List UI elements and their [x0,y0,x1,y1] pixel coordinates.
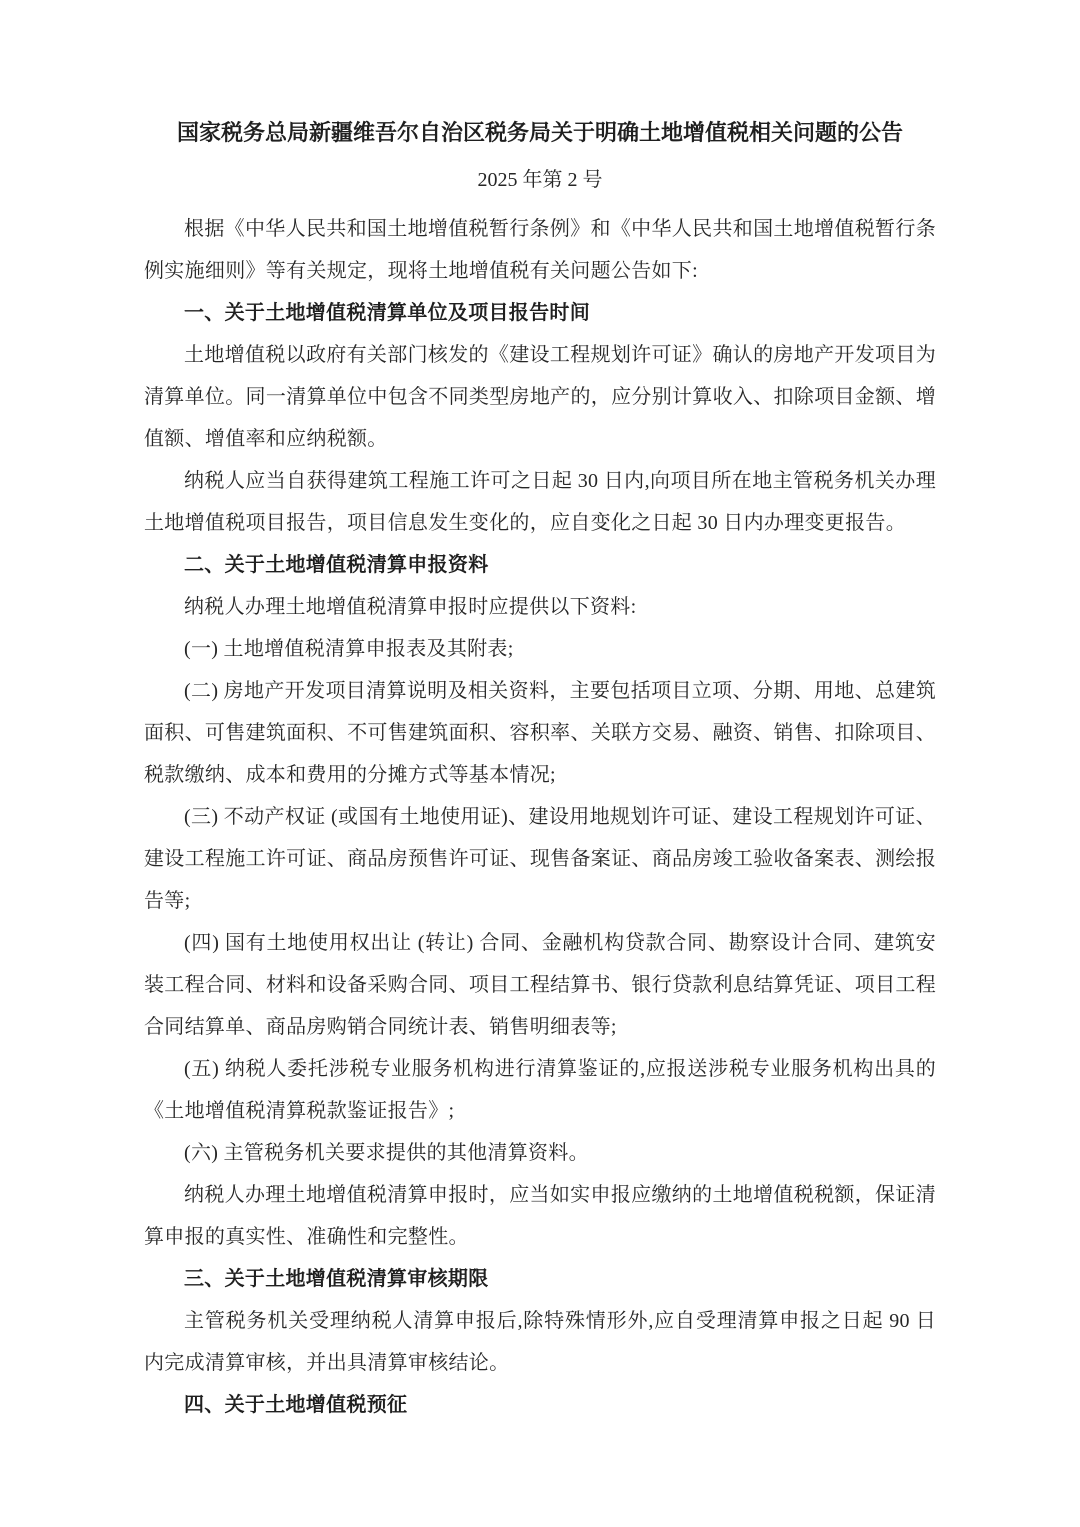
paragraph-intro: 根据《中华人民共和国土地增值税暂行条例》和《中华人民共和国土地增值税暂行条例实施细则》等有关规定，现将土地增值税有关问题公告如下: [144,218,936,282]
document-body [144,208,936,1426]
paragraph-liquidation-unit: 土地增值税以政府有关部门核发的《建设工程规划许可证》确认的房地产开发项目为清算单位。同一清算单位中包含不同类型房地产的，应分别计算收入、扣除项目金额、增值额、增值率和应纳税额。 [144,344,936,450]
paragraph-item-6: (六) 主管税务机关要求提供的其他清算资料。 [184,1142,589,1164]
paragraph-truthful-filing: 纳税人办理土地增值税清算申报时，应当如实申报应缴纳的土地增值税税额，保证清算申报的真实性、准确性和完整性。 [144,1184,936,1248]
document-number: 2025 年第 2 号 [477,169,603,191]
document-title: 国家税务总局新疆维吾尔自治区税务局关于明确土地增值税相关问题的公告 [176,120,903,145]
section-1-heading: 一、关于土地增值税清算单位及项目报告时间 [184,302,590,324]
section-4-heading: 四、关于土地增值税预征 [184,1394,408,1416]
paragraph-project-report: 纳税人应当自获得建筑工程施工许可之日起 30 日内,向项目所在地主管税务机关办理土地增值税项目报告，项目信息发生变化的，应自变化之日起 30 日内办理变更报告。 [144,470,936,534]
paragraph-item-3: (三) 不动产权证 (或国有土地使用证)、建设用地规划许可证、建设工程规划许可证、建设工程施工许可证、商品房预售许可证、现售备案证、商品房竣工验收备案表、测绘报告等; [144,806,936,912]
paragraph-item-5: (五) 纳税人委托涉税专业服务机构进行清算鉴证的,应报送涉税专业服务机构出具的《土地增值税清算税款鉴证报告》; [144,1058,936,1122]
paragraph-item-2: (二) 房地产开发项目清算说明及相关资料，主要包括项目立项、分期、用地、总建筑面积、可售建筑面积、不可售建筑面积、容积率、关联方交易、融资、销售、扣除项目、税款缴纳、成本和费用的分摊方式等基本情况; [144,680,936,786]
paragraph-review-deadline: 主管税务机关受理纳税人清算申报后,除特殊情形外,应自受理清算申报之日起 90 日内完成清算审核，并出具清算审核结论。 [144,1310,936,1374]
paragraph-materials-intro: 纳税人办理土地增值税清算申报时应提供以下资料: [184,596,637,618]
paragraph-item-1: (一) 土地增值税清算申报表及其附表; [184,638,514,660]
section-2-heading: 二、关于土地增值税清算申报资料 [184,554,489,576]
section-3-heading: 三、关于土地增值税清算审核期限 [184,1268,489,1290]
paragraph-item-4: (四) 国有土地使用权出让 (转让) 合同、金融机构贷款合同、勘察设计合同、建筑安装工程合同、材料和设备采购合同、项目工程结算书、银行贷款利息结算凭证、项目工程合同结算单、商品房购销合同统计表、销售明细表等; [144,932,936,1038]
